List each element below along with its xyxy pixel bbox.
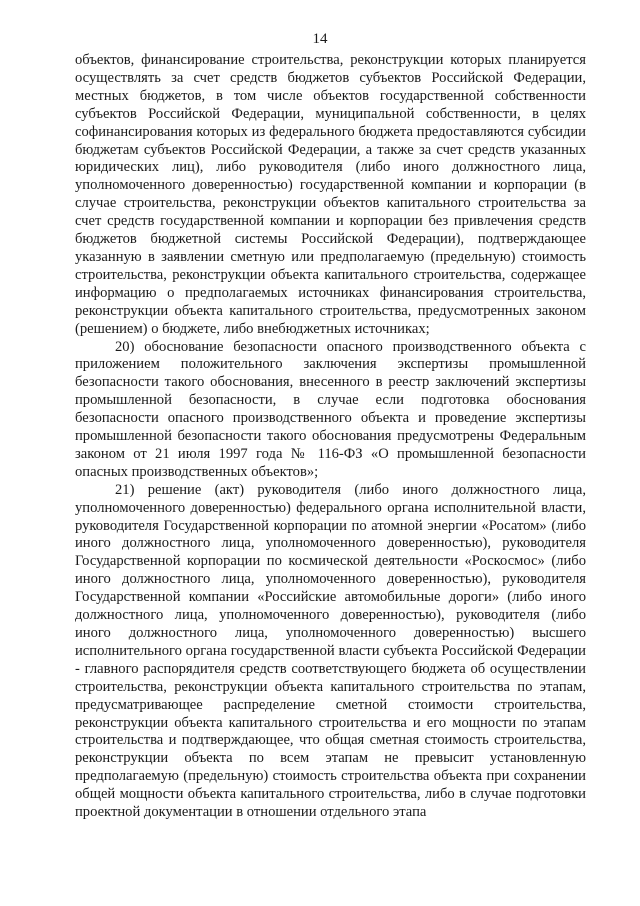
document-body	[75, 52, 586, 822]
paragraph-item-21: 21) решение (акт) руководителя (либо иного должностного лица, уполномоченного доверенностью) федерального органа исполнительной власти, руководителя Государственной корпорации по атомной энергии «Росатом» (либо иного должностного лица, уполномоченного доверенностью), руководителя Государственной корпорации по космической деятельности «Роскосмос» (либо иного должностного лица, уполномоченного доверенностью), руководителя Государственной компании «Российские автомобильные дороги» (либо иного должностного лица, уполномоченного доверенностью), руководителя (либо иного должностного лица, уполномоченного доверенностью) высшего исполнительного органа государственной власти субъекта Российской Федерации - главного распорядителя средств соответствующего бюджета об осуществлении строительства, реконструкции объекта капитального строительства по этапам, предусматривающее распределение сметной стоимости строительства, реконструкции объекта капитального строительства и его мощности по этапам строительства и подтверждающее, что общая сметная стоимость строительства, реконструкции объекта по всем этапам не превысит установленную предполагаемую (предельную) стоимость строительства объекта при сохранении общей мощности объекта капитального строительства, либо в случае подготовки проектной документации в отношении отдельного этапа	[75, 481, 586, 821]
page-number: 14	[312, 31, 328, 47]
paragraph-item-20: 20) обоснование безопасности опасного производственного объекта с приложением положительного заключения экспертизы промышленной безопасности такого обоснования, внесенного в реестр заключений экспертизы промышленной безопасности, в случае если подготовка обоснования безопасности опасного производственного объекта и проведение экспертизы промышленной безопасности такого обоснования предусмотрены Федеральным законом от 21 июля 1997 года № 116-ФЗ «О промышленной безопасности опасных производственных объектов»;	[75, 338, 586, 480]
paragraph-continuation: объектов, финансирование строительства, реконструкции которых планируется осуществлять за счет средств бюджетов субъектов Российской Федерации, местных бюджетов, в том числе объектов государственной собственности субъектов Российской Федерации, муниципальной собственности, в целях софинансирования которых из федерального бюджета предоставляются субсидии бюджетам субъектов Российской Федерации, а также за счет средств указанных юридических лиц), либо руководителя (либо иного должностного лица, уполномоченного доверенностью) государственной компании и корпорации (в случае строительства, реконструкции объектов капитального строительства за счет средств государственной компании и корпорации без привлечения средств бюджетов бюджетной системы Российской Федерации), подтверждающее указанную в заявлении сметную или предполагаемую (предельную) стоимость строительства, реконструкции объекта капитального строительства, содержащее информацию о предполагаемых источниках финансирования строительства, реконструкции объекта капитального строительства, предусмотренных законом (решением) о бюджете, либо внебюджетных источниках;	[75, 52, 586, 337]
